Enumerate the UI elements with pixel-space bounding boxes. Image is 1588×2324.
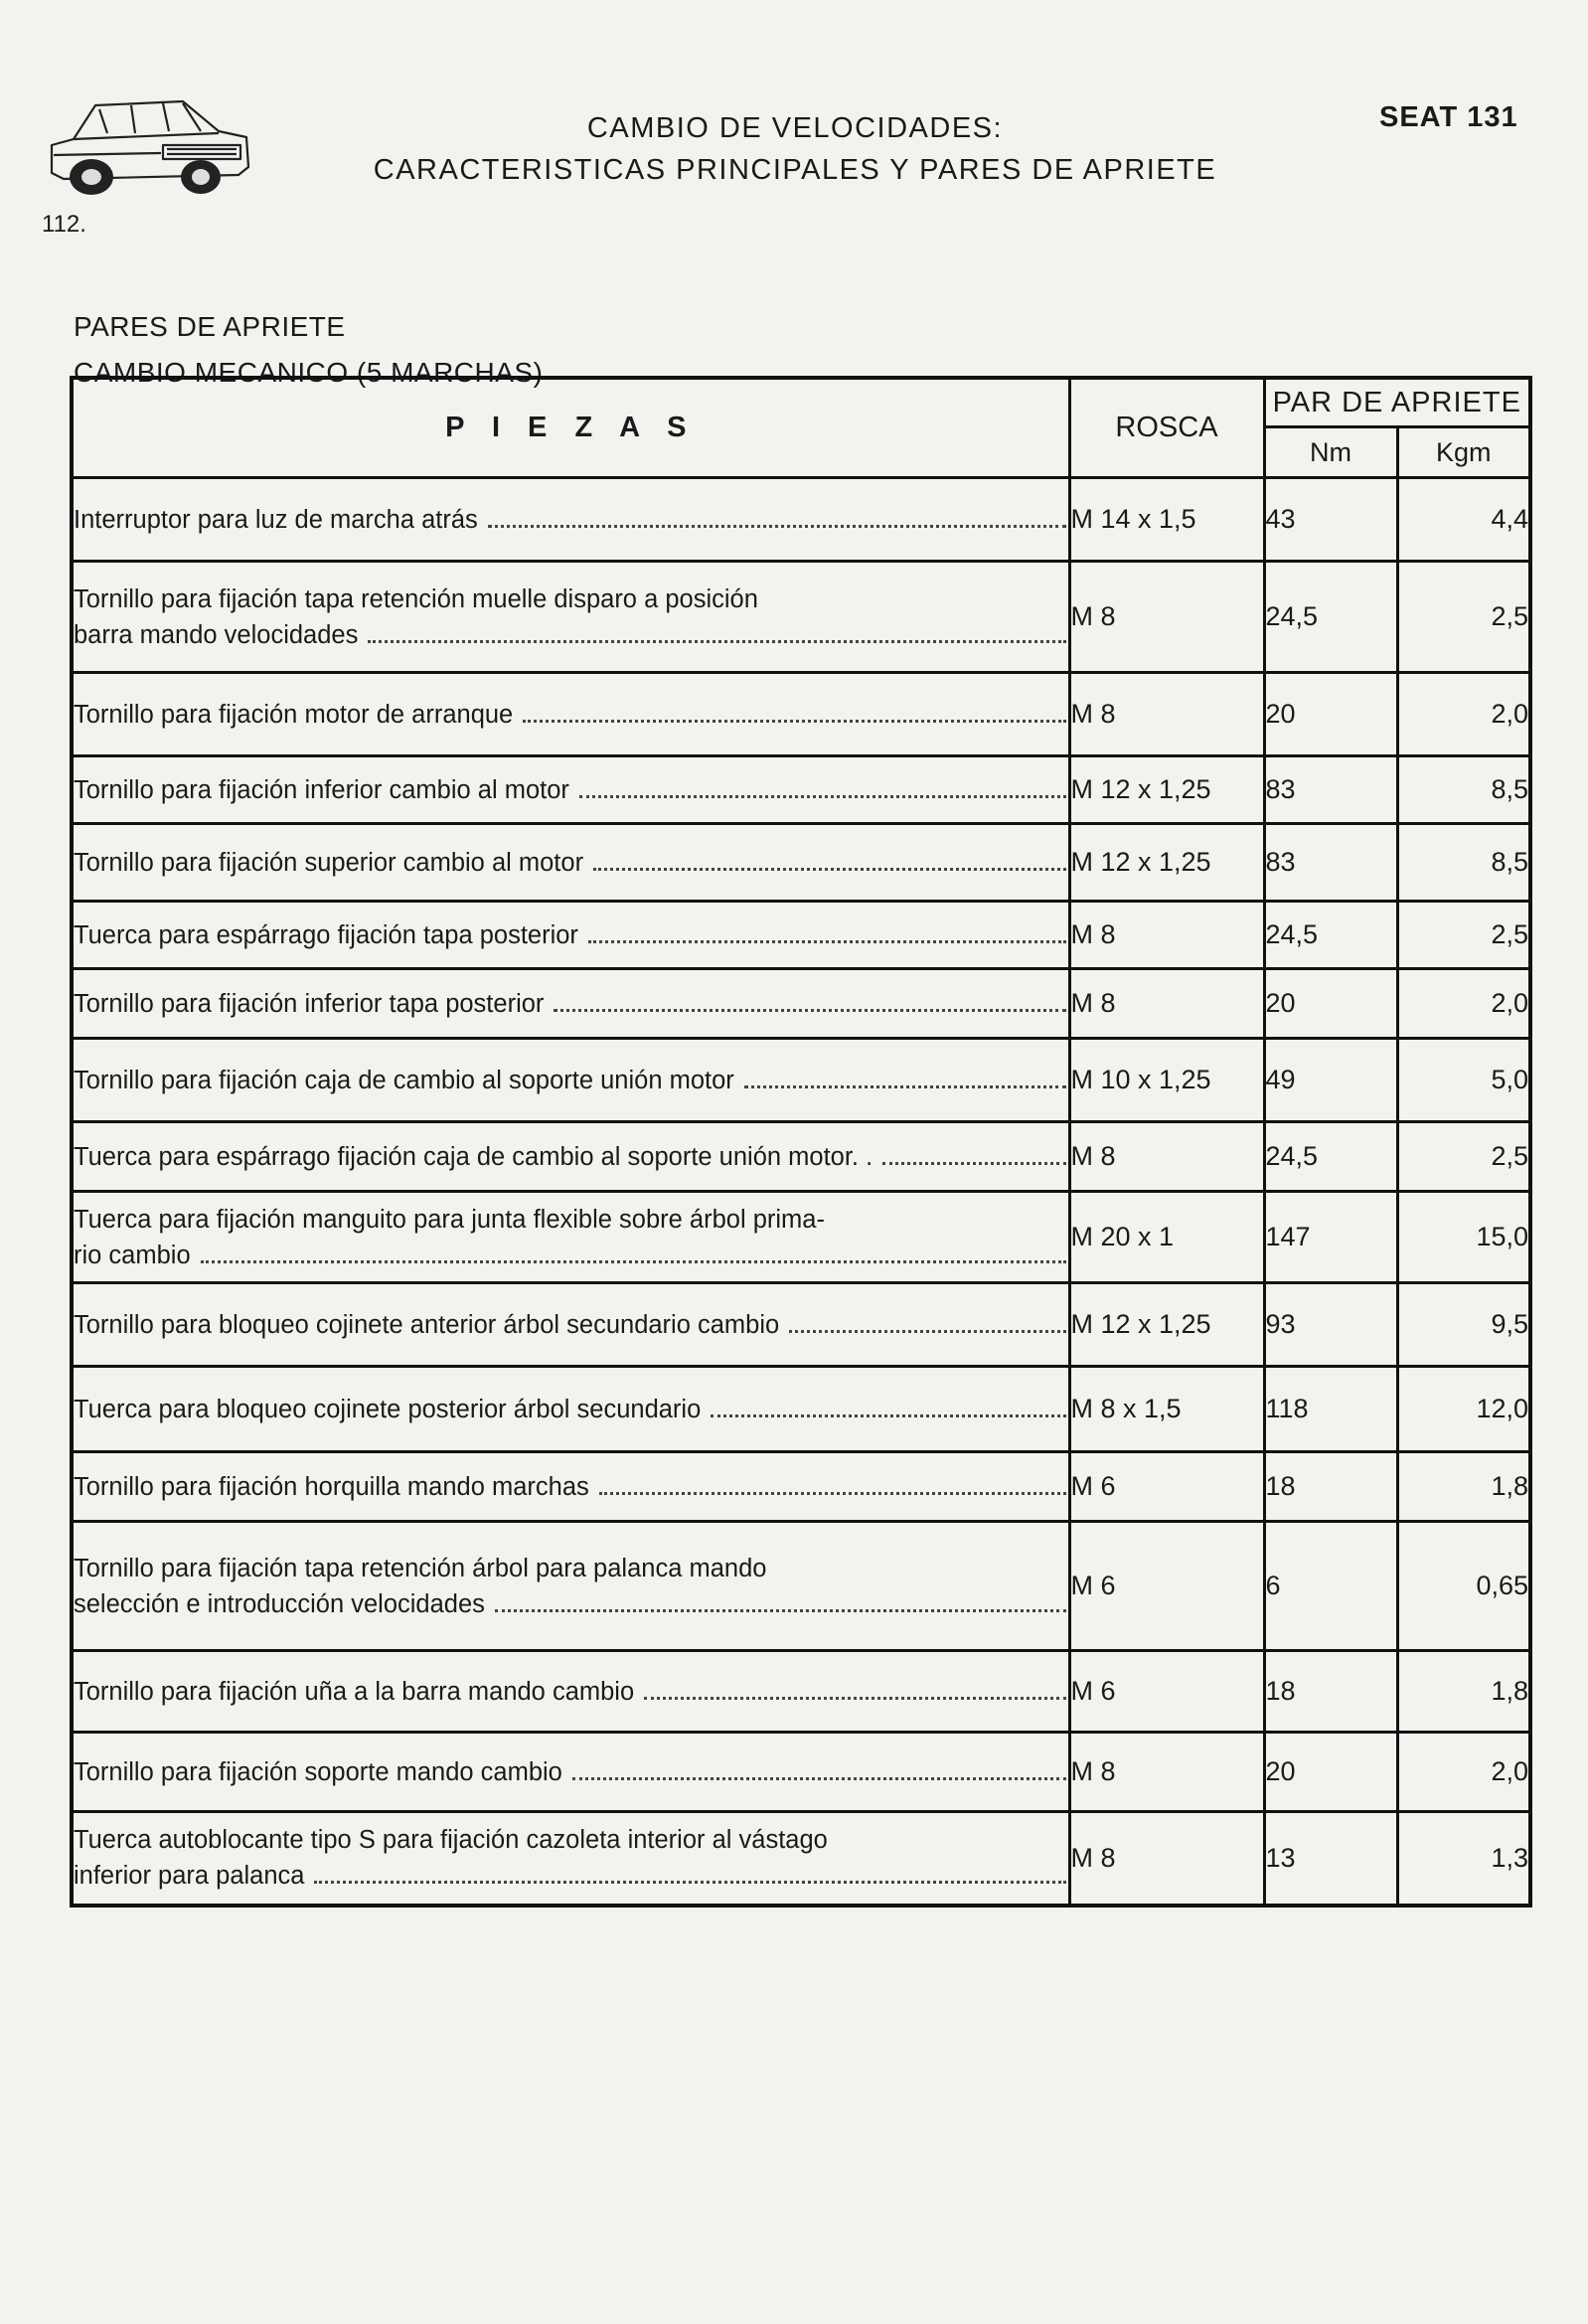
- piece-description: [72, 1039, 1069, 1122]
- piece-text: rio cambio: [74, 1241, 191, 1269]
- table-row: [72, 756, 1530, 824]
- table-row: [72, 1651, 1530, 1733]
- piece-description: [72, 673, 1069, 756]
- torque-nm: 83: [1264, 756, 1397, 824]
- header-piezas: P I E Z A S: [72, 378, 1069, 478]
- dot-leader: [599, 1492, 1066, 1495]
- torque-nm: 49: [1264, 1039, 1397, 1122]
- table-row: [72, 969, 1530, 1039]
- torque-kgm: 2,5: [1397, 562, 1530, 673]
- piece-text: barra mando velocidades: [74, 620, 359, 649]
- torque-kgm: 1,8: [1397, 1651, 1530, 1733]
- dot-leader: [368, 640, 1065, 643]
- piece-line: [74, 1307, 1068, 1343]
- piece-text: Tuerca para fijación manguito para junta flexible sobre árbol prima-: [74, 1205, 825, 1234]
- piece-description: [72, 1192, 1069, 1283]
- table-row: [72, 902, 1530, 969]
- piece-description: [72, 1283, 1069, 1367]
- section-subtitle: CAMBIO MECANICO (5 MARCHAS): [74, 357, 544, 388]
- torque-kgm: 8,5: [1397, 756, 1530, 824]
- page-title-line-2: CARACTERISTICAS PRINCIPALES Y PARES DE APRIETE: [373, 154, 1217, 186]
- torque-kgm: 2,5: [1397, 1122, 1530, 1192]
- table-row: [72, 1283, 1530, 1367]
- car-logo: [44, 83, 252, 203]
- header-nm: Nm: [1264, 427, 1397, 478]
- piece-line: [74, 581, 1068, 617]
- header-par-de-apriete: PAR DE APRIETE: [1264, 378, 1530, 427]
- dot-leader: [882, 1162, 1065, 1165]
- piece-line: [74, 1551, 1068, 1586]
- thread-size: M 12 x 1,25: [1069, 824, 1264, 902]
- page-number: 112.: [42, 211, 86, 238]
- piece-line: [74, 772, 1068, 808]
- torque-kgm: 2,5: [1397, 902, 1530, 969]
- table-row: [72, 1122, 1530, 1192]
- torque-kgm: 9,5: [1397, 1283, 1530, 1367]
- torque-kgm: 2,0: [1397, 673, 1530, 756]
- piece-description: [72, 756, 1069, 824]
- piece-line: [74, 1822, 1068, 1858]
- torque-nm: 24,5: [1264, 1122, 1397, 1192]
- thread-size: M 8: [1069, 1122, 1264, 1192]
- thread-size: M 12 x 1,25: [1069, 756, 1264, 824]
- torque-nm: 24,5: [1264, 562, 1397, 673]
- brand-label: SEAT 131: [1379, 101, 1518, 133]
- piece-text: Tornillo para fijación caja de cambio al soporte unión motor: [74, 1066, 734, 1094]
- thread-size: M 8 x 1,5: [1069, 1367, 1264, 1452]
- torque-kgm: 15,0: [1397, 1192, 1530, 1283]
- torque-nm: 20: [1264, 673, 1397, 756]
- piece-line: [74, 1858, 1068, 1894]
- table-row: [72, 824, 1530, 902]
- torque-kgm: 2,0: [1397, 969, 1530, 1039]
- page-title: [338, 107, 1252, 191]
- dot-leader: [789, 1330, 1065, 1333]
- thread-size: M 8: [1069, 673, 1264, 756]
- torque-nm: 24,5: [1264, 902, 1397, 969]
- piece-line: [74, 986, 1068, 1022]
- piece-text: Tuerca para bloqueo cojinete posterior árbol secundario: [74, 1395, 702, 1423]
- piece-description: [72, 824, 1069, 902]
- piece-text: Tornillo para fijación motor de arranque: [74, 700, 514, 729]
- thread-size: M 12 x 1,25: [1069, 1283, 1264, 1367]
- piece-text: Tuerca autoblocante tipo S para fijación cazoleta interior al vástago: [74, 1826, 828, 1855]
- thread-size: M 8: [1069, 1733, 1264, 1812]
- table-row: [72, 1367, 1530, 1452]
- piece-description: [72, 478, 1069, 562]
- dot-leader: [523, 720, 1065, 723]
- piece-line: [74, 1392, 1068, 1427]
- piece-line: [74, 1238, 1068, 1273]
- torque-table: [70, 376, 1532, 1908]
- piece-description: [72, 1651, 1069, 1733]
- piece-text: Tornillo para fijación inferior cambio al motor: [74, 775, 569, 804]
- table-body: [72, 478, 1530, 1906]
- piece-description: [72, 1452, 1069, 1522]
- dot-leader: [644, 1697, 1065, 1700]
- piece-line: [74, 917, 1068, 953]
- piece-description: [72, 1522, 1069, 1651]
- torque-kgm: 2,0: [1397, 1733, 1530, 1812]
- piece-text: Tornillo para fijación uña a la barra mando cambio: [74, 1677, 635, 1706]
- header-rosca: ROSCA: [1069, 378, 1264, 478]
- thread-size: M 8: [1069, 1812, 1264, 1906]
- piece-line: [74, 845, 1068, 881]
- dot-leader: [572, 1777, 1066, 1780]
- piece-description: [72, 1367, 1069, 1452]
- torque-kgm: 1,8: [1397, 1452, 1530, 1522]
- torque-kgm: 0,65: [1397, 1522, 1530, 1651]
- thread-size: M 6: [1069, 1522, 1264, 1651]
- torque-kgm: 12,0: [1397, 1367, 1530, 1452]
- piece-text: Interruptor para luz de marcha atrás: [74, 505, 478, 534]
- piece-text: Tornillo para fijación tapa retención muelle disparo a posición: [74, 584, 758, 613]
- torque-nm: 13: [1264, 1812, 1397, 1906]
- torque-nm: 93: [1264, 1283, 1397, 1367]
- dot-leader: [495, 1609, 1066, 1612]
- header-kgm: Kgm: [1397, 427, 1530, 478]
- torque-kgm: 5,0: [1397, 1039, 1530, 1122]
- piece-text: Tornillo para fijación superior cambio al motor: [74, 848, 584, 877]
- torque-nm: 147: [1264, 1192, 1397, 1283]
- piece-line: [74, 1586, 1068, 1622]
- torque-nm: 20: [1264, 1733, 1397, 1812]
- dot-leader: [744, 1085, 1066, 1088]
- torque-nm: 6: [1264, 1522, 1397, 1651]
- piece-line: [74, 1063, 1068, 1098]
- piece-line: [74, 1754, 1068, 1790]
- piece-text: Tornillo para bloqueo cojinete anterior árbol secundario cambio: [74, 1310, 780, 1339]
- torque-kgm: 1,3: [1397, 1812, 1530, 1906]
- piece-text: inferior para palanca: [74, 1862, 305, 1891]
- thread-size: M 6: [1069, 1452, 1264, 1522]
- dot-leader: [201, 1260, 1066, 1263]
- piece-text: Tornillo para fijación inferior tapa posterior: [74, 989, 545, 1018]
- torque-nm: 20: [1264, 969, 1397, 1039]
- page-title-line-1: CAMBIO DE VELOCIDADES:: [586, 112, 1004, 144]
- dot-leader: [588, 940, 1066, 943]
- thread-size: M 8: [1069, 902, 1264, 969]
- dot-leader: [554, 1009, 1065, 1012]
- piece-line: [74, 617, 1068, 653]
- thread-size: M 8: [1069, 969, 1264, 1039]
- table-row: [72, 1452, 1530, 1522]
- table-row: [72, 1522, 1530, 1651]
- piece-line: [74, 1202, 1068, 1238]
- dot-leader: [488, 525, 1066, 528]
- piece-description: [72, 562, 1069, 673]
- piece-line: [74, 1674, 1068, 1710]
- torque-nm: 83: [1264, 824, 1397, 902]
- piece-text: Tornillo para fijación soporte mando cambio: [74, 1757, 562, 1786]
- piece-text: selección e introducción velocidades: [74, 1589, 485, 1618]
- table-row: [72, 478, 1530, 562]
- thread-size: M 6: [1069, 1651, 1264, 1733]
- torque-nm: 18: [1264, 1651, 1397, 1733]
- piece-text: Tornillo para fijación horquilla mando marchas: [74, 1472, 589, 1501]
- torque-nm: 18: [1264, 1452, 1397, 1522]
- piece-line: [74, 697, 1068, 733]
- thread-size: M 10 x 1,25: [1069, 1039, 1264, 1122]
- table-row: [72, 673, 1530, 756]
- piece-description: [72, 902, 1069, 969]
- section-title: PARES DE APRIETE: [74, 311, 346, 342]
- dot-leader: [314, 1881, 1065, 1884]
- table-row: [72, 1733, 1530, 1812]
- piece-text: Tuerca para espárrago fijación caja de cambio al soporte unión motor. .: [74, 1142, 873, 1171]
- piece-description: [72, 1733, 1069, 1812]
- piece-text: Tornillo para fijación tapa retención árbol para palanca mando: [74, 1554, 767, 1582]
- dot-leader: [579, 795, 1066, 798]
- table-row: [72, 1812, 1530, 1906]
- torque-kgm: 4,4: [1397, 478, 1530, 562]
- torque-nm: 43: [1264, 478, 1397, 562]
- thread-size: M 14 x 1,5: [1069, 478, 1264, 562]
- piece-line: [74, 1139, 1068, 1175]
- dot-leader: [593, 868, 1065, 871]
- thread-size: M 20 x 1: [1069, 1192, 1264, 1283]
- piece-line: [74, 502, 1068, 538]
- piece-description: [72, 1122, 1069, 1192]
- dot-leader: [711, 1414, 1065, 1417]
- torque-nm: 118: [1264, 1367, 1397, 1452]
- table-row: [72, 1039, 1530, 1122]
- torque-kgm: 8,5: [1397, 824, 1530, 902]
- piece-description: [72, 1812, 1069, 1906]
- thread-size: M 8: [1069, 562, 1264, 673]
- piece-line: [74, 1469, 1068, 1505]
- table-row: [72, 1192, 1530, 1283]
- table-row: [72, 562, 1530, 673]
- piece-description: [72, 969, 1069, 1039]
- piece-text: Tuerca para espárrago fijación tapa posterior: [74, 920, 578, 949]
